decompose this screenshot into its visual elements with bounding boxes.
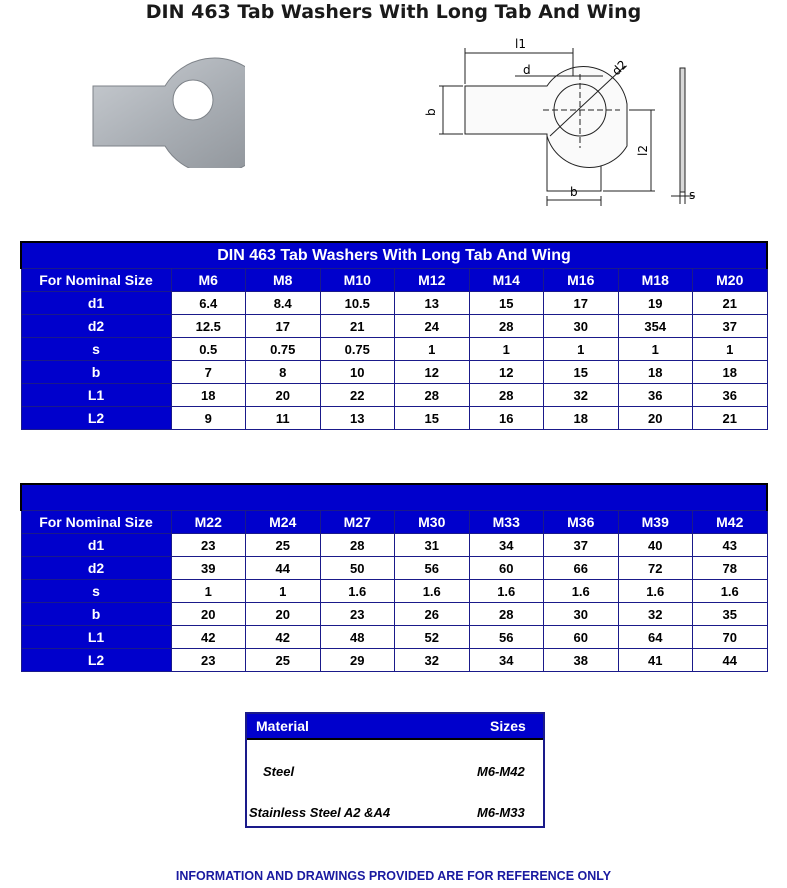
table-cell: 16 [469, 407, 544, 430]
table-cell: 20 [171, 603, 246, 626]
size-header: M33 [469, 511, 544, 534]
table-cell: 70 [693, 626, 768, 649]
size-header: M14 [469, 269, 544, 292]
washer-photo [85, 38, 245, 168]
table-cell: 1.6 [469, 580, 544, 603]
table-row [21, 649, 767, 672]
header-label: For Nominal Size [21, 511, 171, 534]
table-cell: 60 [544, 626, 619, 649]
table-row [21, 407, 767, 430]
table-cell: 20 [246, 603, 321, 626]
page-title: DIN 463 Tab Washers With Long Tab And Wing [145, 1, 642, 23]
table-row [21, 557, 767, 580]
size-header: M27 [320, 511, 395, 534]
size-header: M16 [544, 269, 619, 292]
table-cell: 8.4 [246, 292, 321, 315]
table-cell: 29 [320, 649, 395, 672]
table-cell: 23 [171, 534, 246, 557]
table-cell: 38 [544, 649, 619, 672]
table-cell: 6.4 [171, 292, 246, 315]
row-label: b [21, 603, 171, 626]
row-label: L2 [21, 407, 171, 430]
table-cell: 48 [320, 626, 395, 649]
table-cell: 26 [395, 603, 470, 626]
table-cell: 19 [618, 292, 693, 315]
table-cell: 15 [395, 407, 470, 430]
row-label: L1 [21, 626, 171, 649]
table-cell: 17 [246, 315, 321, 338]
material-sizes: M6-M33 [477, 805, 525, 820]
size-header: M8 [246, 269, 321, 292]
table-cell: 1.6 [320, 580, 395, 603]
table-cell: 15 [544, 361, 619, 384]
size-header: M20 [693, 269, 768, 292]
table-cell: 28 [320, 534, 395, 557]
row-label: s [21, 338, 171, 361]
size-header: M12 [395, 269, 470, 292]
table-cell: 36 [618, 384, 693, 407]
table-cell: 354 [618, 315, 693, 338]
table-cell: 1 [693, 338, 768, 361]
table-cell: 20 [618, 407, 693, 430]
material-sizes: M6-M42 [477, 764, 525, 779]
table-row [21, 384, 767, 407]
table-cell: 21 [320, 315, 395, 338]
table-cell: 9 [171, 407, 246, 430]
table-cell: 56 [395, 557, 470, 580]
size-header: M18 [618, 269, 693, 292]
size-table-m6-m20 [20, 241, 768, 430]
material-name: Steel [263, 764, 295, 779]
row-label: d1 [21, 534, 171, 557]
dim-label-l1: l1 [515, 37, 526, 51]
row-label: d2 [21, 315, 171, 338]
table-cell: 12 [395, 361, 470, 384]
table-row [21, 338, 767, 361]
table-cell: 50 [320, 557, 395, 580]
table-cell: 18 [693, 361, 768, 384]
table-row [21, 534, 767, 557]
material-header [247, 714, 543, 740]
table-cell: 22 [320, 384, 395, 407]
table-cell: 64 [618, 626, 693, 649]
table-cell: 21 [693, 407, 768, 430]
table-cell: 10.5 [320, 292, 395, 315]
table-cell: 18 [171, 384, 246, 407]
table-cell: 11 [246, 407, 321, 430]
row-label: L1 [21, 384, 171, 407]
row-label: d1 [21, 292, 171, 315]
table-cell: 35 [693, 603, 768, 626]
material-header-label: Material [256, 718, 309, 734]
sizes-header-label: Sizes [490, 718, 526, 734]
dim-label-b-left: b [424, 108, 438, 116]
table-cell: 1.6 [395, 580, 470, 603]
table-row [21, 580, 767, 603]
dim-label-l2: l2 [636, 145, 650, 156]
size-header: M42 [693, 511, 768, 534]
table-cell: 17 [544, 292, 619, 315]
table-cell: 15 [469, 292, 544, 315]
table-cell: 23 [320, 603, 395, 626]
table-cell: 32 [395, 649, 470, 672]
size-header: M22 [171, 511, 246, 534]
table-header-row [21, 269, 767, 292]
disclaimer-footer: INFORMATION AND DRAWINGS PROVIDED ARE FOR REFERENCE ONLY [175, 869, 612, 883]
table-cell: 31 [395, 534, 470, 557]
table-cell: 24 [395, 315, 470, 338]
table-cell: 1.6 [618, 580, 693, 603]
table-cell: 72 [618, 557, 693, 580]
table-cell: 0.75 [320, 338, 395, 361]
table-cell: 13 [395, 292, 470, 315]
table-cell: 7 [171, 361, 246, 384]
row-label: L2 [21, 649, 171, 672]
table-cell: 30 [544, 315, 619, 338]
row-label: s [21, 580, 171, 603]
table-cell: 25 [246, 534, 321, 557]
size-header: M10 [320, 269, 395, 292]
table-cell: 0.5 [171, 338, 246, 361]
table-row [21, 603, 767, 626]
table-cell: 36 [693, 384, 768, 407]
table-caption: DIN 463 Tab Washers With Long Tab And Wing [21, 242, 767, 269]
table-cell: 78 [693, 557, 768, 580]
table-cell: 43 [693, 534, 768, 557]
table-cell: 44 [246, 557, 321, 580]
header-label: For Nominal Size [21, 269, 171, 292]
table-row [21, 315, 767, 338]
table-cell: 32 [618, 603, 693, 626]
material-name: Stainless Steel A2 &A4 [249, 805, 391, 820]
table-cell: 39 [171, 557, 246, 580]
row-label: d2 [21, 557, 171, 580]
table-cell: 34 [469, 534, 544, 557]
table-cell: 1 [544, 338, 619, 361]
table-cell: 0.75 [246, 338, 321, 361]
table-cell: 40 [618, 534, 693, 557]
table-cell: 30 [544, 603, 619, 626]
table-caption [21, 484, 767, 511]
table-cell: 23 [171, 649, 246, 672]
table-cell: 1 [618, 338, 693, 361]
table-row [21, 292, 767, 315]
table-cell: 42 [171, 626, 246, 649]
table-cell: 32 [544, 384, 619, 407]
technical-drawing [415, 36, 715, 206]
table-cell: 1 [469, 338, 544, 361]
table-cell: 25 [246, 649, 321, 672]
table-cell: 42 [246, 626, 321, 649]
table-row [21, 361, 767, 384]
material-table [245, 712, 545, 828]
table-cell: 37 [693, 315, 768, 338]
table-cell: 28 [395, 384, 470, 407]
table-cell: 1.6 [693, 580, 768, 603]
table-row [21, 626, 767, 649]
table-cell: 18 [618, 361, 693, 384]
table-cell: 20 [246, 384, 321, 407]
dim-label-s: s [689, 188, 696, 202]
table-cell: 21 [693, 292, 768, 315]
table-cell: 28 [469, 384, 544, 407]
table-cell: 8 [246, 361, 321, 384]
table-cell: 52 [395, 626, 470, 649]
table-cell: 12 [469, 361, 544, 384]
table-cell: 34 [469, 649, 544, 672]
table-header-row [21, 511, 767, 534]
table-cell: 10 [320, 361, 395, 384]
size-header: M39 [618, 511, 693, 534]
table-cell: 56 [469, 626, 544, 649]
table-cell: 1 [246, 580, 321, 603]
size-header: M24 [246, 511, 321, 534]
table-cell: 41 [618, 649, 693, 672]
table-cell: 12.5 [171, 315, 246, 338]
dim-label-d: d [523, 63, 531, 77]
table-cell: 18 [544, 407, 619, 430]
size-header: M6 [171, 269, 246, 292]
table-cell: 60 [469, 557, 544, 580]
table-cell: 1 [171, 580, 246, 603]
dim-label-b-bottom: b [570, 185, 578, 199]
table-cell: 66 [544, 557, 619, 580]
table-cell: 28 [469, 315, 544, 338]
table-cell: 44 [693, 649, 768, 672]
size-header: M36 [544, 511, 619, 534]
table-cell: 37 [544, 534, 619, 557]
table-cell: 1.6 [544, 580, 619, 603]
table-cell: 1 [395, 338, 470, 361]
row-label: b [21, 361, 171, 384]
size-table-m22-m42 [20, 483, 768, 672]
dim-label-d2: d2 [609, 57, 630, 79]
table-cell: 13 [320, 407, 395, 430]
table-cell: 28 [469, 603, 544, 626]
size-header: M30 [395, 511, 470, 534]
